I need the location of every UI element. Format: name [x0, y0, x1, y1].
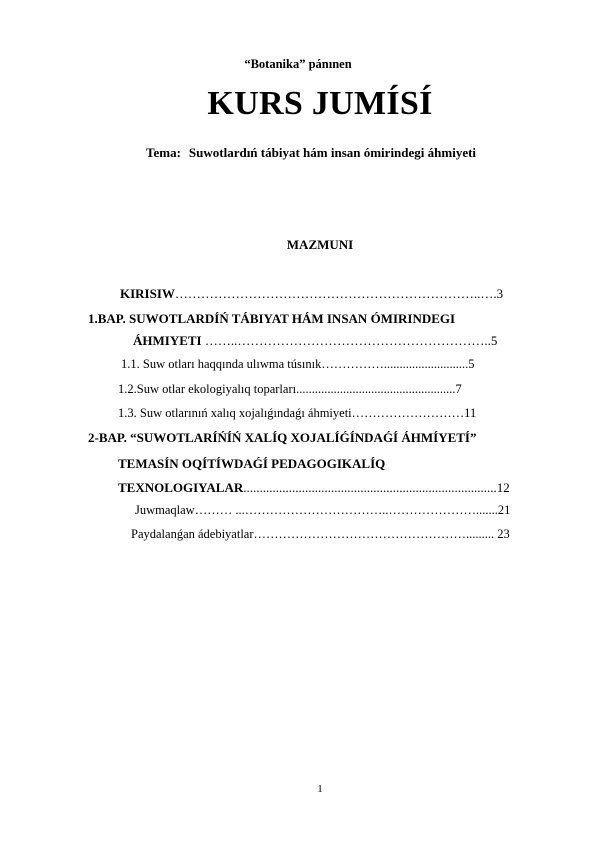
toc-chapter-2-line-1: 2-BAP. “SUWOTLARÍŃÍŃ XALÍQ XOJALÍǴÍNDAǴÍ ÁHMÍYETÍ” — [88, 430, 477, 445]
course-subject: “Botanika” pánınen — [244, 57, 352, 71]
toc-heading: MAZMUNI — [286, 237, 354, 252]
toc-entry-page: 12 — [496, 480, 510, 495]
toc-chapter-1-line-1: 1.BAP. SUWOTLARDÍŃ TÁBIYAT HÁM INSAN ÓMIRINDEGI — [88, 311, 456, 326]
toc-entry-page: 11 — [464, 406, 477, 420]
toc-chapter-2-line-2: TEMASÍN OQÍTÍWDAǴÍ PEDAGOGIKALÍQ — [118, 456, 386, 471]
toc-entry-leader: ................................................... — [296, 382, 456, 396]
toc-entry-label: 1.2.Suw otlar ekologiyalıq toparları — [118, 382, 297, 396]
toc-entry-juwmaqlaw — [135, 503, 510, 518]
toc-entry-leader: ……..………………………………………………….. — [201, 333, 491, 348]
toc-entry-label: Juwmaqlaw — [135, 503, 195, 517]
document-title: KURS JUMÍSÍ — [207, 85, 433, 122]
toc-entry-adebiyatlar — [131, 527, 510, 542]
toc-chapter-2-line-3 — [118, 480, 510, 496]
toc-entry-label: TEXNOLOGIYALAR — [118, 480, 244, 495]
theme-line — [146, 145, 476, 161]
toc-chapter-1-line-2 — [133, 333, 497, 349]
toc-entry-leader: .............................................................................. — [243, 480, 497, 495]
toc-section-1-1 — [121, 357, 474, 372]
toc-entry-leader: ……………………… — [351, 406, 465, 420]
toc-entry-page: 21 — [497, 503, 511, 517]
toc-section-1-2 — [118, 382, 462, 397]
toc-entry-leader: ……… ...……………………………..…………………....... — [194, 503, 498, 517]
toc-entry-page: 3 — [496, 286, 504, 301]
toc-entry-kirisiw — [120, 286, 503, 302]
toc-entry-label: 1.1. Suw otları haqqında ulıwma túsınık — [121, 357, 322, 371]
toc-entry-leader: ……………………………………………......... — [253, 527, 495, 541]
toc-entry-page: 5 — [490, 333, 498, 348]
theme-text: Suwotlardıń tábiyat hám insan ómirindegi áhmiyeti — [188, 145, 477, 160]
toc-entry-label: Paydalanǵan ádebiyatlar — [131, 527, 254, 541]
toc-entry-leader: ……………………………………………………………..…. — [174, 286, 497, 301]
theme-label: Tema: — [146, 145, 181, 160]
toc-entry-label: KIRISIW — [120, 286, 175, 301]
toc-entry-page: 7 — [455, 382, 462, 396]
page-number: 1 — [317, 783, 323, 795]
toc-entry-label: ÁHMIYETI — [133, 333, 202, 348]
toc-entry-label: 1.3. Suw otlarınıń xalıq xojalıǵındaǵı áhmiyeti — [118, 406, 352, 420]
toc-entry-page: 5 — [468, 357, 475, 371]
toc-entry-leader: ……………........................... — [321, 357, 469, 371]
toc-entry-page: 23 — [494, 527, 510, 541]
toc-section-1-3 — [118, 406, 476, 421]
